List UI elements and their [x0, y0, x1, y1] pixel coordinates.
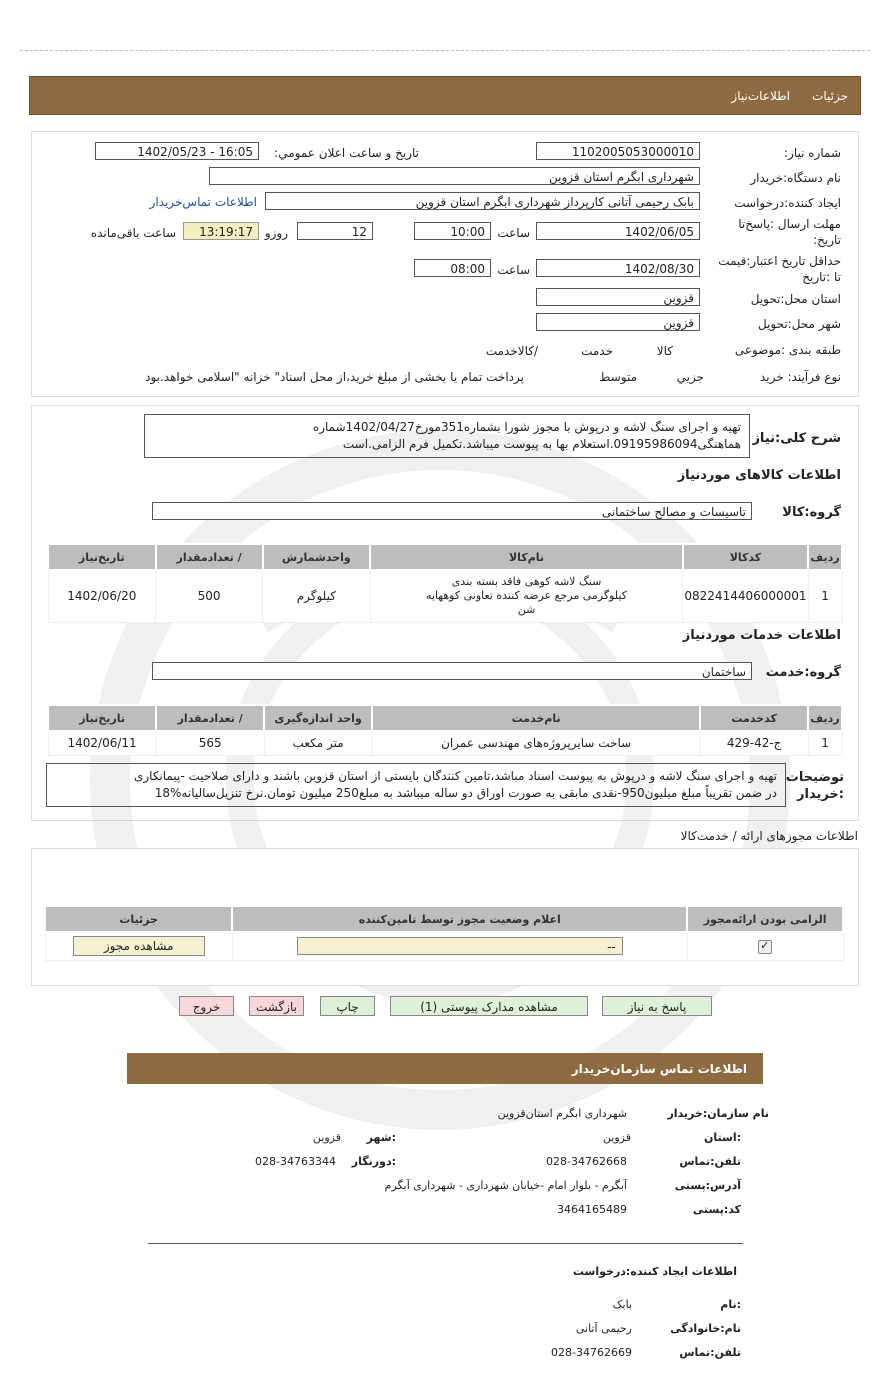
service-row-code: ج-42-429 [700, 731, 808, 755]
col-service-name: نام‌خدمت [372, 705, 700, 731]
col-permit-status: اعلام وضعیت مجوز توسط تامین‌کننده [232, 906, 687, 932]
col-goods-name: نام‌کالا [370, 544, 683, 570]
col-qty: / تعدادمقدار [156, 705, 264, 731]
city-info-label: :شهر [366, 1131, 396, 1144]
category-goods-service-label: /کالاخدمت [485, 344, 538, 358]
days-field: 12 [297, 222, 373, 240]
service-row-unit: متر مکعب [264, 731, 372, 755]
validity-label-2: تا :تاریخ [802, 270, 841, 284]
goods-row-qty: 500 [156, 570, 263, 622]
permits-table-header [45, 906, 843, 932]
service-row-date: 1402/06/11 [48, 731, 156, 755]
postal-label: کد:پستی [692, 1203, 741, 1216]
need-number-field: 1102005053000010 [536, 142, 700, 160]
col-permit-details: جزئیات [45, 906, 232, 932]
goods-name-line-2: کیلوگرمی مرجع عرضه کننده تعاونی کوههایه [426, 589, 627, 603]
service-row-qty: 565 [156, 731, 264, 755]
family-label: نام:خانوادگی [670, 1322, 741, 1335]
table-row [48, 731, 842, 755]
permits-table [44, 905, 844, 961]
creator-info-title: اطلاعات ایجاد کننده:درخواست [572, 1265, 737, 1278]
buyer-contact-link[interactable]: اطلاعات تماس‌خریدار [149, 195, 257, 209]
payment-note: پرداخت تمام یا بخشی از مبلغ خرید،از محل اسناد" خزانه "اسلامی خواهد.بود [145, 370, 524, 384]
goods-row-number: 1 [808, 570, 842, 622]
services-section-title: اطلاعات خدمات موردنیاز [682, 628, 841, 643]
creator-phone-value: 028-34762669 [551, 1346, 632, 1359]
col-service-code: کدخدمت [700, 705, 808, 731]
validity-time-label: ساعت [497, 263, 530, 277]
name-value: بابک [612, 1298, 632, 1311]
summary-label: شرح کلی:نیاز [752, 431, 841, 446]
services-group-field: ساختمان [152, 662, 752, 680]
city-label: شهر محل:تحویل [757, 317, 841, 331]
buyer-notes-box [46, 763, 786, 807]
family-value: رحیمی آتانی [575, 1322, 632, 1335]
city-info-value: قزوین [312, 1131, 341, 1144]
col-date: تاریخ‌نیاز [48, 544, 156, 570]
permit-status-field[interactable]: -- [297, 937, 623, 955]
goods-row-code: 0822414406000001 [683, 570, 808, 622]
deadline-date-field: 1402/06/05 [536, 222, 700, 240]
process-label: نوع فرآیند: خرید [760, 370, 841, 384]
services-group-label: گروه:خدمت [765, 665, 841, 680]
phone-value: 028-34762668 [546, 1155, 627, 1168]
col-qty: / تعدادمقدار [156, 544, 263, 570]
province-label: استان محل:تحویل [750, 292, 841, 306]
city-field: قزوین [536, 313, 700, 331]
buyer-notes-line-2: در ضمن تقریباً مبلغ میلیون950-نقدی مابقی به صورت اوراق دو ساله میباشد به مبلغ250 میلیون تومان.نرخ تنزیل‌سالیانه%18 [154, 786, 777, 800]
view-permit-button[interactable]: مشاهده مجوز [73, 936, 205, 956]
col-unit: واحد اندازه‌گیری [264, 705, 372, 731]
announce-field: 1402/05/23 - 16:05 [95, 142, 259, 160]
address-value: آبگرم - بلوار امام -خیابان شهرداری - شهرداری آبگرم [384, 1179, 627, 1192]
permit-details-cell [45, 932, 232, 960]
summary-box [144, 414, 750, 458]
contact-title: اطلاعات تماس سازمان‌خریدار [571, 1062, 747, 1076]
permits-title: اطلاعات مجوزهای ارائه / خدمت‌کالا [680, 829, 858, 843]
col-permit-required: الزامی بودن ارائه‌مجوز [687, 906, 843, 932]
announce-label: تاریخ و ساعت اعلان عمومي: [274, 146, 419, 160]
exit-button[interactable]: خروج [179, 996, 234, 1016]
goods-table [47, 543, 843, 623]
fax-label: :دورنگار [351, 1155, 396, 1168]
fax-value: 028-34763344 [255, 1155, 336, 1168]
org-value: شهرداری ابگرم استان‌قزوین [497, 1107, 627, 1120]
goods-row-unit: کیلوگرم [263, 570, 371, 622]
category-goods-label: کالا [656, 344, 673, 358]
remaining-label: ساعت باقی‌مانده [90, 226, 176, 240]
service-row-name: ساخت سایرپروژه‌های مهندسی عمران [372, 731, 700, 755]
validity-time-field: 08:00 [414, 259, 491, 277]
table-row [45, 932, 843, 960]
phone-label: تلفن:تماس [679, 1155, 741, 1168]
goods-group-label: گروه:کالا [782, 505, 841, 520]
contact-divider [148, 1243, 743, 1244]
col-date: تاریخ‌نیاز [48, 705, 156, 731]
back-button[interactable]: بازگشت [249, 996, 304, 1016]
category-service-label: خدمت [581, 344, 613, 358]
summary-line-2: هماهنگی09195986094.استعلام بها به پیوست میباشد.تکمیل فرم الزامی.است [342, 437, 741, 451]
creator-field: بابک رحیمی آتانی کارپرداز شهرداری ابگرم استان قزوین [265, 192, 700, 210]
col-row: ردیف [808, 544, 842, 570]
services-table-header [48, 705, 842, 731]
reply-button[interactable]: پاسخ به نیاز [602, 996, 712, 1016]
service-row-number: 1 [808, 731, 842, 755]
buyer-field: شهرداری ابگرم استان قزوین [209, 167, 700, 185]
goods-name-line-3: شن [517, 603, 536, 617]
col-goods-code: کدکالا [683, 544, 808, 570]
province-info-label: :استان [704, 1131, 741, 1144]
summary-line-1: تهیه و اجرای سنگ لاشه و درپوش با مجوز شورا بشماره351مورخ1402/04/27شماره [312, 420, 741, 434]
buyer-notes-label-2: :خریدار [797, 787, 844, 802]
permit-status-cell [232, 932, 687, 960]
col-row: ردیف [808, 705, 842, 731]
goods-section-title: اطلاعات کالاهای موردنیاز [677, 468, 841, 483]
need-number-label: شماره نیاز: [784, 146, 841, 160]
creator-phone-label: تلفن:تماس [679, 1346, 741, 1359]
address-label: آدرس:پستی [674, 1179, 741, 1192]
validity-label: حداقل تاریخ اعتبار:قیمت [718, 254, 841, 268]
goods-name-line-1: سنگ لاشه کوهی فاقد بسته بندی [451, 575, 602, 589]
tab-need-info[interactable]: اطلاعات‌نیاز [731, 89, 790, 103]
deadline-time-label: ساعت [497, 226, 530, 240]
name-label: :نام [720, 1298, 741, 1311]
contact-header [127, 1053, 763, 1084]
permit-required-checkbox [758, 940, 772, 954]
creator-label: ایجاد کننده:درخواست [734, 196, 841, 210]
province-field: قزوین [536, 288, 700, 306]
org-label: نام سازمان:خریدار [667, 1107, 769, 1120]
goods-group-field: تاسیسات و مصالح ساختمانی [152, 502, 752, 520]
buyer-notes-line-1: تهیه و اجرای سنگ لاشه و درپوش به پیوست اسناد مباشد،تامین کنندگان بایستی از استان قزوین باشند و دارای صلاحیت -پیمانکاری [133, 769, 777, 783]
attachments-button[interactable]: مشاهده مدارک پیوستی (1) [390, 996, 588, 1016]
tab-details[interactable]: جزئیات [812, 89, 848, 103]
postal-value: 3464165489 [557, 1203, 627, 1216]
goods-row-name [370, 570, 683, 622]
table-row [48, 570, 842, 622]
deadline-label-2: تاریخ: [813, 233, 841, 247]
category-label: طبقه بندی :موضوعی [734, 343, 841, 357]
col-unit: واحدشمارش [263, 544, 371, 570]
days-label: روزو [264, 226, 288, 240]
goods-row-date: 1402/06/20 [48, 570, 156, 622]
page-header [29, 76, 861, 115]
buyer-label: نام دستگاه:خریدار [750, 171, 841, 185]
process-medium-label: متوسط [599, 370, 637, 384]
print-button[interactable]: چاپ [320, 996, 375, 1016]
services-table [47, 704, 843, 756]
goods-table-header [48, 544, 842, 570]
permit-required-cell [687, 932, 843, 960]
top-divider [20, 50, 870, 51]
validity-date-field: 1402/08/30 [536, 259, 700, 277]
process-partial-label: جزیي [676, 370, 704, 384]
deadline-time-field: 10:00 [414, 222, 491, 240]
deadline-label: مهلت ارسال :پاسخ‌تا [738, 217, 841, 231]
remaining-timer: 13:19:17 [183, 222, 259, 240]
buyer-notes-label: توضیحات [785, 770, 844, 785]
province-info-value: قزوین [602, 1131, 631, 1144]
